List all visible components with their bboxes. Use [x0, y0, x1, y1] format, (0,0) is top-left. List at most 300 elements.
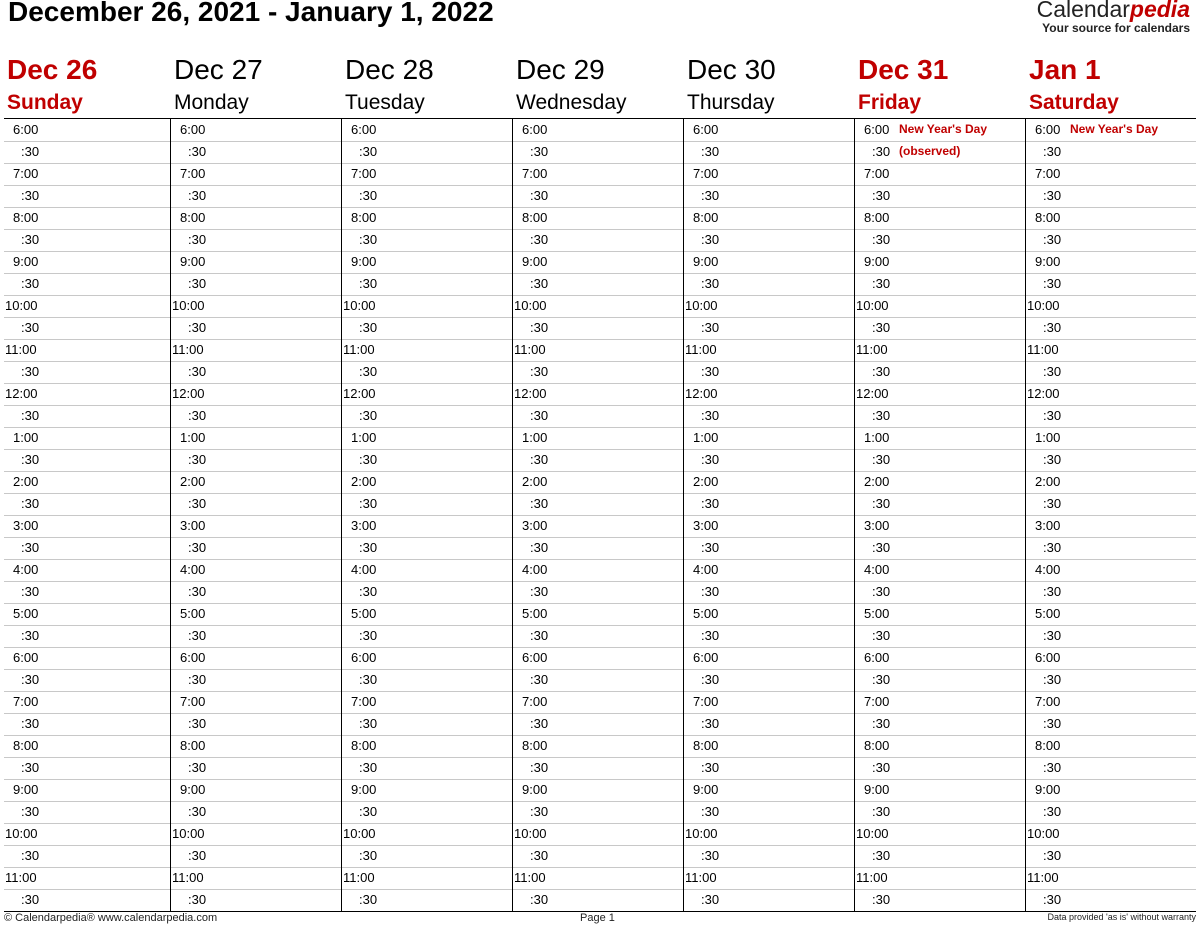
- time-slot[interactable]: [855, 405, 1025, 428]
- time-slot[interactable]: [513, 449, 683, 472]
- time-slot[interactable]: [4, 207, 170, 230]
- time-label: 5:00: [13, 606, 39, 621]
- time-slot[interactable]: [171, 251, 341, 274]
- time-slot[interactable]: [342, 207, 512, 230]
- time-label: :30: [21, 276, 40, 291]
- time-slot[interactable]: [684, 493, 854, 516]
- time-label: 12:00: [685, 386, 718, 401]
- time-slot[interactable]: [4, 471, 170, 494]
- time-slot[interactable]: [342, 295, 512, 318]
- time-slot[interactable]: [342, 537, 512, 560]
- time-slot[interactable]: [1026, 295, 1196, 318]
- time-label: 12:00: [343, 386, 376, 401]
- time-slot[interactable]: [342, 669, 512, 692]
- time-slot[interactable]: [342, 361, 512, 384]
- time-label: :30: [530, 848, 549, 863]
- time-slot[interactable]: [171, 383, 341, 406]
- time-label: :30: [701, 320, 720, 335]
- time-slot[interactable]: [342, 471, 512, 494]
- time-label: 5:00: [1035, 606, 1061, 621]
- time-slot[interactable]: [513, 625, 683, 648]
- time-label: :30: [701, 452, 720, 467]
- calendar-grid: [4, 118, 1196, 912]
- time-slot[interactable]: [171, 757, 341, 780]
- time-label: 3:00: [180, 518, 206, 533]
- time-slot[interactable]: [513, 691, 683, 714]
- time-slot[interactable]: [171, 801, 341, 824]
- time-label: 12:00: [856, 386, 889, 401]
- time-slot[interactable]: [684, 361, 854, 384]
- time-slot[interactable]: [1026, 383, 1196, 406]
- time-slot[interactable]: [684, 141, 854, 164]
- time-slot[interactable]: [513, 845, 683, 868]
- time-slot[interactable]: [342, 317, 512, 340]
- time-slot[interactable]: [855, 471, 1025, 494]
- time-slot[interactable]: [513, 317, 683, 340]
- time-label: :30: [701, 408, 720, 423]
- time-slot[interactable]: [171, 493, 341, 516]
- time-slot[interactable]: [855, 141, 1025, 164]
- time-slot[interactable]: [684, 515, 854, 538]
- time-slot[interactable]: [1026, 757, 1196, 780]
- time-label: 2:00: [864, 474, 890, 489]
- time-slot[interactable]: [171, 625, 341, 648]
- time-slot[interactable]: [171, 295, 341, 318]
- time-slot[interactable]: [855, 801, 1025, 824]
- time-slot[interactable]: [1026, 163, 1196, 186]
- time-slot[interactable]: [4, 405, 170, 428]
- time-slot[interactable]: [513, 163, 683, 186]
- time-slot[interactable]: [171, 229, 341, 252]
- time-slot[interactable]: [4, 229, 170, 252]
- time-slot[interactable]: [855, 603, 1025, 626]
- time-slot[interactable]: [1026, 801, 1196, 824]
- time-slot[interactable]: [171, 559, 341, 582]
- time-slot[interactable]: [171, 185, 341, 208]
- time-slot[interactable]: [684, 383, 854, 406]
- time-slot[interactable]: [513, 295, 683, 318]
- time-slot[interactable]: [855, 493, 1025, 516]
- time-slot[interactable]: [4, 757, 170, 780]
- time-slot[interactable]: [684, 713, 854, 736]
- time-slot[interactable]: [171, 427, 341, 450]
- time-slot[interactable]: [4, 383, 170, 406]
- time-slot[interactable]: [684, 625, 854, 648]
- time-slot[interactable]: [513, 603, 683, 626]
- time-slot[interactable]: [855, 163, 1025, 186]
- time-slot[interactable]: [4, 119, 170, 142]
- time-slot[interactable]: [342, 647, 512, 670]
- time-slot[interactable]: [684, 647, 854, 670]
- time-label: :30: [701, 628, 720, 643]
- time-slot[interactable]: [1026, 823, 1196, 846]
- time-slot[interactable]: [171, 845, 341, 868]
- time-slot[interactable]: [855, 581, 1025, 604]
- time-slot[interactable]: [855, 119, 1025, 142]
- time-slot[interactable]: [1026, 581, 1196, 604]
- time-slot[interactable]: [684, 273, 854, 296]
- time-slot[interactable]: [171, 405, 341, 428]
- time-slot[interactable]: [4, 427, 170, 450]
- time-slot[interactable]: [684, 779, 854, 802]
- time-slot[interactable]: [342, 845, 512, 868]
- time-slot[interactable]: [171, 515, 341, 538]
- time-label: :30: [872, 716, 891, 731]
- time-slot[interactable]: [1026, 471, 1196, 494]
- time-slot[interactable]: [513, 273, 683, 296]
- time-slot[interactable]: [513, 229, 683, 252]
- time-slot[interactable]: [1026, 273, 1196, 296]
- time-slot[interactable]: [855, 427, 1025, 450]
- time-slot[interactable]: [1026, 229, 1196, 252]
- time-slot[interactable]: [855, 229, 1025, 252]
- time-slot[interactable]: [4, 163, 170, 186]
- time-slot[interactable]: [684, 581, 854, 604]
- time-slot[interactable]: [684, 867, 854, 890]
- time-slot[interactable]: [342, 383, 512, 406]
- time-slot[interactable]: [855, 823, 1025, 846]
- time-slot[interactable]: [513, 779, 683, 802]
- time-slot[interactable]: [684, 845, 854, 868]
- time-slot[interactable]: [513, 669, 683, 692]
- time-slot[interactable]: [1026, 207, 1196, 230]
- time-label: :30: [21, 452, 40, 467]
- time-slot[interactable]: [1026, 625, 1196, 648]
- time-slot[interactable]: [684, 295, 854, 318]
- time-label: 6:00: [522, 122, 548, 137]
- time-label: 11:00: [172, 870, 204, 885]
- time-slot[interactable]: [171, 823, 341, 846]
- time-slot[interactable]: [684, 163, 854, 186]
- time-slot[interactable]: [1026, 603, 1196, 626]
- time-slot[interactable]: [684, 405, 854, 428]
- time-slot[interactable]: [513, 339, 683, 362]
- time-label: :30: [21, 804, 40, 819]
- time-label: :30: [701, 892, 720, 907]
- time-slot[interactable]: [342, 515, 512, 538]
- time-slot[interactable]: [513, 823, 683, 846]
- time-slot[interactable]: [4, 317, 170, 340]
- time-label: 7:00: [13, 166, 39, 181]
- time-slot[interactable]: [855, 845, 1025, 868]
- time-slot[interactable]: [4, 647, 170, 670]
- time-slot[interactable]: [1026, 669, 1196, 692]
- time-slot[interactable]: [513, 207, 683, 230]
- time-slot[interactable]: [342, 713, 512, 736]
- time-slot[interactable]: [342, 603, 512, 626]
- time-label: :30: [359, 452, 378, 467]
- time-label: 10:00: [1027, 826, 1060, 841]
- time-slot[interactable]: [855, 273, 1025, 296]
- time-slot[interactable]: [513, 647, 683, 670]
- time-slot[interactable]: [4, 493, 170, 516]
- time-slot[interactable]: [684, 427, 854, 450]
- time-slot[interactable]: [855, 669, 1025, 692]
- time-slot[interactable]: [342, 889, 512, 911]
- time-label: :30: [21, 672, 40, 687]
- time-slot[interactable]: [1026, 515, 1196, 538]
- time-label: 7:00: [1035, 694, 1061, 709]
- time-slot[interactable]: [4, 603, 170, 626]
- time-label: :30: [872, 760, 891, 775]
- time-slot[interactable]: [513, 361, 683, 384]
- time-label: :30: [872, 848, 891, 863]
- time-slot[interactable]: [684, 669, 854, 692]
- time-slot[interactable]: [684, 735, 854, 758]
- time-slot[interactable]: [342, 559, 512, 582]
- time-slot[interactable]: [855, 889, 1025, 911]
- time-slot[interactable]: [4, 515, 170, 538]
- holiday-label: New Year's Day: [899, 122, 988, 136]
- time-slot[interactable]: [855, 185, 1025, 208]
- time-slot[interactable]: [342, 185, 512, 208]
- time-slot[interactable]: [342, 735, 512, 758]
- time-slot[interactable]: [1026, 317, 1196, 340]
- time-slot[interactable]: [342, 449, 512, 472]
- time-slot[interactable]: [684, 339, 854, 362]
- time-slot[interactable]: [4, 559, 170, 582]
- time-slot[interactable]: [171, 163, 341, 186]
- time-slot[interactable]: [171, 581, 341, 604]
- time-slot[interactable]: [855, 339, 1025, 362]
- time-slot[interactable]: [342, 625, 512, 648]
- time-slot[interactable]: [513, 559, 683, 582]
- time-slot[interactable]: [171, 647, 341, 670]
- time-label: :30: [188, 892, 207, 907]
- time-slot[interactable]: [4, 845, 170, 868]
- time-slot[interactable]: [1026, 779, 1196, 802]
- time-slot[interactable]: [342, 823, 512, 846]
- time-slot[interactable]: [171, 537, 341, 560]
- time-slot[interactable]: [513, 383, 683, 406]
- time-label: :30: [1043, 804, 1062, 819]
- time-slot[interactable]: [855, 207, 1025, 230]
- time-label: :30: [872, 496, 891, 511]
- time-slot[interactable]: [1026, 185, 1196, 208]
- time-slot[interactable]: [513, 713, 683, 736]
- time-label: 10:00: [685, 826, 718, 841]
- time-slot[interactable]: [342, 229, 512, 252]
- time-slot[interactable]: [171, 889, 341, 911]
- time-label: 10:00: [343, 826, 376, 841]
- time-slot[interactable]: [1026, 361, 1196, 384]
- time-slot[interactable]: [1026, 119, 1196, 142]
- time-slot[interactable]: [684, 603, 854, 626]
- time-slot[interactable]: [855, 537, 1025, 560]
- time-slot[interactable]: [342, 273, 512, 296]
- time-slot[interactable]: [1026, 845, 1196, 868]
- time-slot[interactable]: [855, 295, 1025, 318]
- time-slot[interactable]: [4, 537, 170, 560]
- time-slot[interactable]: [4, 361, 170, 384]
- time-slot[interactable]: [684, 449, 854, 472]
- time-slot[interactable]: [1026, 251, 1196, 274]
- time-slot[interactable]: [1026, 867, 1196, 890]
- time-slot[interactable]: [171, 317, 341, 340]
- time-label: :30: [359, 892, 378, 907]
- time-slot[interactable]: [171, 779, 341, 802]
- time-slot[interactable]: [342, 163, 512, 186]
- time-slot[interactable]: [513, 757, 683, 780]
- time-slot[interactable]: [513, 537, 683, 560]
- time-slot[interactable]: [684, 757, 854, 780]
- time-slot[interactable]: [4, 713, 170, 736]
- time-slot[interactable]: [855, 361, 1025, 384]
- time-slot[interactable]: [513, 405, 683, 428]
- time-slot[interactable]: [513, 889, 683, 911]
- time-slot[interactable]: [4, 625, 170, 648]
- time-slot[interactable]: [171, 207, 341, 230]
- time-slot[interactable]: [4, 449, 170, 472]
- time-slot[interactable]: [513, 119, 683, 142]
- time-slot[interactable]: [171, 713, 341, 736]
- time-slot[interactable]: [4, 141, 170, 164]
- time-slot[interactable]: [4, 339, 170, 362]
- time-slot[interactable]: [342, 493, 512, 516]
- time-slot[interactable]: [342, 427, 512, 450]
- time-slot[interactable]: [342, 339, 512, 362]
- time-slot[interactable]: [342, 405, 512, 428]
- time-slot[interactable]: [4, 581, 170, 604]
- time-slot[interactable]: [342, 141, 512, 164]
- time-slot[interactable]: [513, 735, 683, 758]
- time-slot[interactable]: [4, 691, 170, 714]
- time-slot[interactable]: [4, 779, 170, 802]
- time-slot[interactable]: [513, 471, 683, 494]
- time-slot[interactable]: [4, 823, 170, 846]
- time-slot[interactable]: [855, 867, 1025, 890]
- time-slot[interactable]: [513, 493, 683, 516]
- day-column: [171, 119, 342, 911]
- time-slot[interactable]: [513, 515, 683, 538]
- time-slot[interactable]: [171, 141, 341, 164]
- time-slot[interactable]: [1026, 427, 1196, 450]
- time-slot[interactable]: [1026, 339, 1196, 362]
- time-slot[interactable]: [684, 185, 854, 208]
- time-slot[interactable]: [4, 295, 170, 318]
- time-slot[interactable]: [1026, 449, 1196, 472]
- time-slot[interactable]: [342, 581, 512, 604]
- time-slot[interactable]: [855, 625, 1025, 648]
- time-slot[interactable]: [513, 251, 683, 274]
- time-slot[interactable]: [513, 581, 683, 604]
- time-label: 7:00: [351, 166, 377, 181]
- time-slot[interactable]: [342, 801, 512, 824]
- time-slot[interactable]: [855, 383, 1025, 406]
- time-slot[interactable]: [684, 119, 854, 142]
- time-slot[interactable]: [855, 713, 1025, 736]
- time-slot[interactable]: [4, 669, 170, 692]
- time-slot[interactable]: [855, 515, 1025, 538]
- time-slot[interactable]: [855, 647, 1025, 670]
- time-slot[interactable]: [855, 317, 1025, 340]
- time-slot[interactable]: [342, 867, 512, 890]
- time-slot[interactable]: [4, 801, 170, 824]
- time-slot[interactable]: [342, 119, 512, 142]
- time-slot[interactable]: [684, 317, 854, 340]
- time-slot[interactable]: [855, 779, 1025, 802]
- time-slot[interactable]: [171, 449, 341, 472]
- time-slot[interactable]: [1026, 889, 1196, 911]
- time-slot[interactable]: [684, 559, 854, 582]
- time-slot[interactable]: [4, 867, 170, 890]
- time-label: 11:00: [343, 342, 375, 357]
- time-slot[interactable]: [4, 889, 170, 911]
- time-label: 2:00: [351, 474, 377, 489]
- time-slot[interactable]: [513, 867, 683, 890]
- time-slot[interactable]: [171, 339, 341, 362]
- time-slot[interactable]: [684, 251, 854, 274]
- time-slot[interactable]: [171, 273, 341, 296]
- time-label: :30: [872, 584, 891, 599]
- time-slot[interactable]: [1026, 537, 1196, 560]
- time-slot[interactable]: [1026, 141, 1196, 164]
- time-slot[interactable]: [513, 801, 683, 824]
- time-slot[interactable]: [1026, 647, 1196, 670]
- time-slot[interactable]: [4, 185, 170, 208]
- time-slot[interactable]: [1026, 713, 1196, 736]
- time-label: :30: [1043, 672, 1062, 687]
- time-slot[interactable]: [855, 449, 1025, 472]
- time-slot[interactable]: [342, 691, 512, 714]
- time-slot[interactable]: [855, 559, 1025, 582]
- time-label: :30: [359, 760, 378, 775]
- time-slot[interactable]: [171, 119, 341, 142]
- time-slot[interactable]: [684, 537, 854, 560]
- time-label: :30: [1043, 496, 1062, 511]
- time-slot[interactable]: [513, 427, 683, 450]
- time-slot[interactable]: [4, 273, 170, 296]
- time-slot[interactable]: [171, 735, 341, 758]
- time-slot[interactable]: [855, 691, 1025, 714]
- time-slot[interactable]: [855, 735, 1025, 758]
- time-slot[interactable]: [171, 867, 341, 890]
- time-slot[interactable]: [855, 251, 1025, 274]
- time-slot[interactable]: [1026, 493, 1196, 516]
- time-slot[interactable]: [171, 361, 341, 384]
- time-slot[interactable]: [4, 735, 170, 758]
- time-slot[interactable]: [513, 185, 683, 208]
- time-slot[interactable]: [342, 251, 512, 274]
- time-label: 8:00: [13, 210, 39, 225]
- time-slot[interactable]: [684, 471, 854, 494]
- time-slot[interactable]: [1026, 405, 1196, 428]
- time-label: 1:00: [13, 430, 39, 445]
- time-slot[interactable]: [684, 691, 854, 714]
- time-slot[interactable]: [171, 471, 341, 494]
- time-slot[interactable]: [171, 603, 341, 626]
- time-slot[interactable]: [684, 801, 854, 824]
- time-slot[interactable]: [855, 757, 1025, 780]
- time-slot[interactable]: [1026, 691, 1196, 714]
- time-slot[interactable]: [684, 207, 854, 230]
- time-slot[interactable]: [4, 251, 170, 274]
- time-slot[interactable]: [171, 691, 341, 714]
- time-label: :30: [530, 804, 549, 819]
- time-label: 4:00: [351, 562, 377, 577]
- time-slot[interactable]: [171, 669, 341, 692]
- time-slot[interactable]: [684, 229, 854, 252]
- time-slot[interactable]: [1026, 735, 1196, 758]
- time-label: :30: [21, 716, 40, 731]
- time-slot[interactable]: [684, 889, 854, 911]
- time-label: 7:00: [351, 694, 377, 709]
- time-slot[interactable]: [342, 779, 512, 802]
- time-slot[interactable]: [684, 823, 854, 846]
- time-slot[interactable]: [342, 757, 512, 780]
- time-slot[interactable]: [1026, 559, 1196, 582]
- time-slot[interactable]: [513, 141, 683, 164]
